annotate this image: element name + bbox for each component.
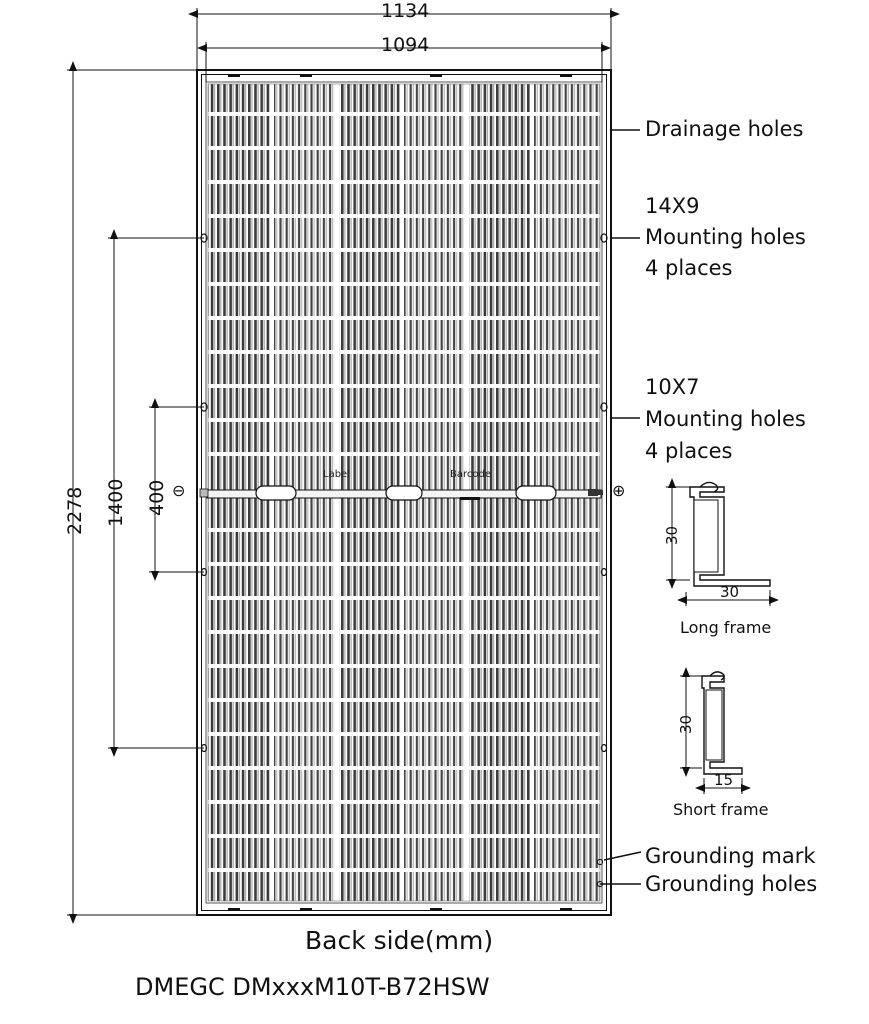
module-model-name: DMEGC DMxxxM10T-B72HSW xyxy=(135,973,490,1001)
dimension-inner-width: 1094 xyxy=(381,34,430,56)
annotation-mounting-10x7-places: 4 places xyxy=(645,439,733,463)
annotation-grounding-holes: Grounding holes xyxy=(645,872,818,896)
short-frame-caption: Short frame xyxy=(673,800,769,819)
long-frame-caption: Long frame xyxy=(680,618,772,637)
polarity-positive-icon: ⊕ xyxy=(612,481,626,500)
junction-box-assembly xyxy=(200,486,603,500)
drawing-title: Back side(mm) xyxy=(305,926,494,955)
annotation-mounting-10x7-size: 10X7 xyxy=(645,375,700,399)
dimension-mounting-span-1400: 1400 xyxy=(105,478,127,527)
annotation-drainage-holes: Drainage holes xyxy=(645,117,804,141)
annotation-grounding-mark: Grounding mark xyxy=(645,844,816,868)
dimension-total-height: 2278 xyxy=(64,486,86,535)
annotation-mounting-14x9-size: 14X9 xyxy=(645,194,700,218)
long-frame-height-dimension: 30 xyxy=(663,525,681,545)
polarity-negative-icon: ⊖ xyxy=(172,481,186,500)
panel-label-mark: Label xyxy=(323,469,350,480)
annotation-mounting-14x9-places: 4 places xyxy=(645,256,733,280)
long-frame-profile xyxy=(663,482,770,606)
dimension-mounting-span-400: 400 xyxy=(146,479,168,516)
annotation-mounting-14x9-title: Mounting holes xyxy=(645,225,806,249)
annotation-mounting-10x7-title: Mounting holes xyxy=(645,407,806,431)
short-frame-height-dimension: 30 xyxy=(677,714,695,734)
dimension-outer-width: 1134 xyxy=(381,0,430,22)
long-frame-width-dimension: 30 xyxy=(720,583,740,601)
panel-barcode-mark: Barcode xyxy=(450,469,491,480)
short-frame-width-dimension: 15 xyxy=(714,771,734,789)
